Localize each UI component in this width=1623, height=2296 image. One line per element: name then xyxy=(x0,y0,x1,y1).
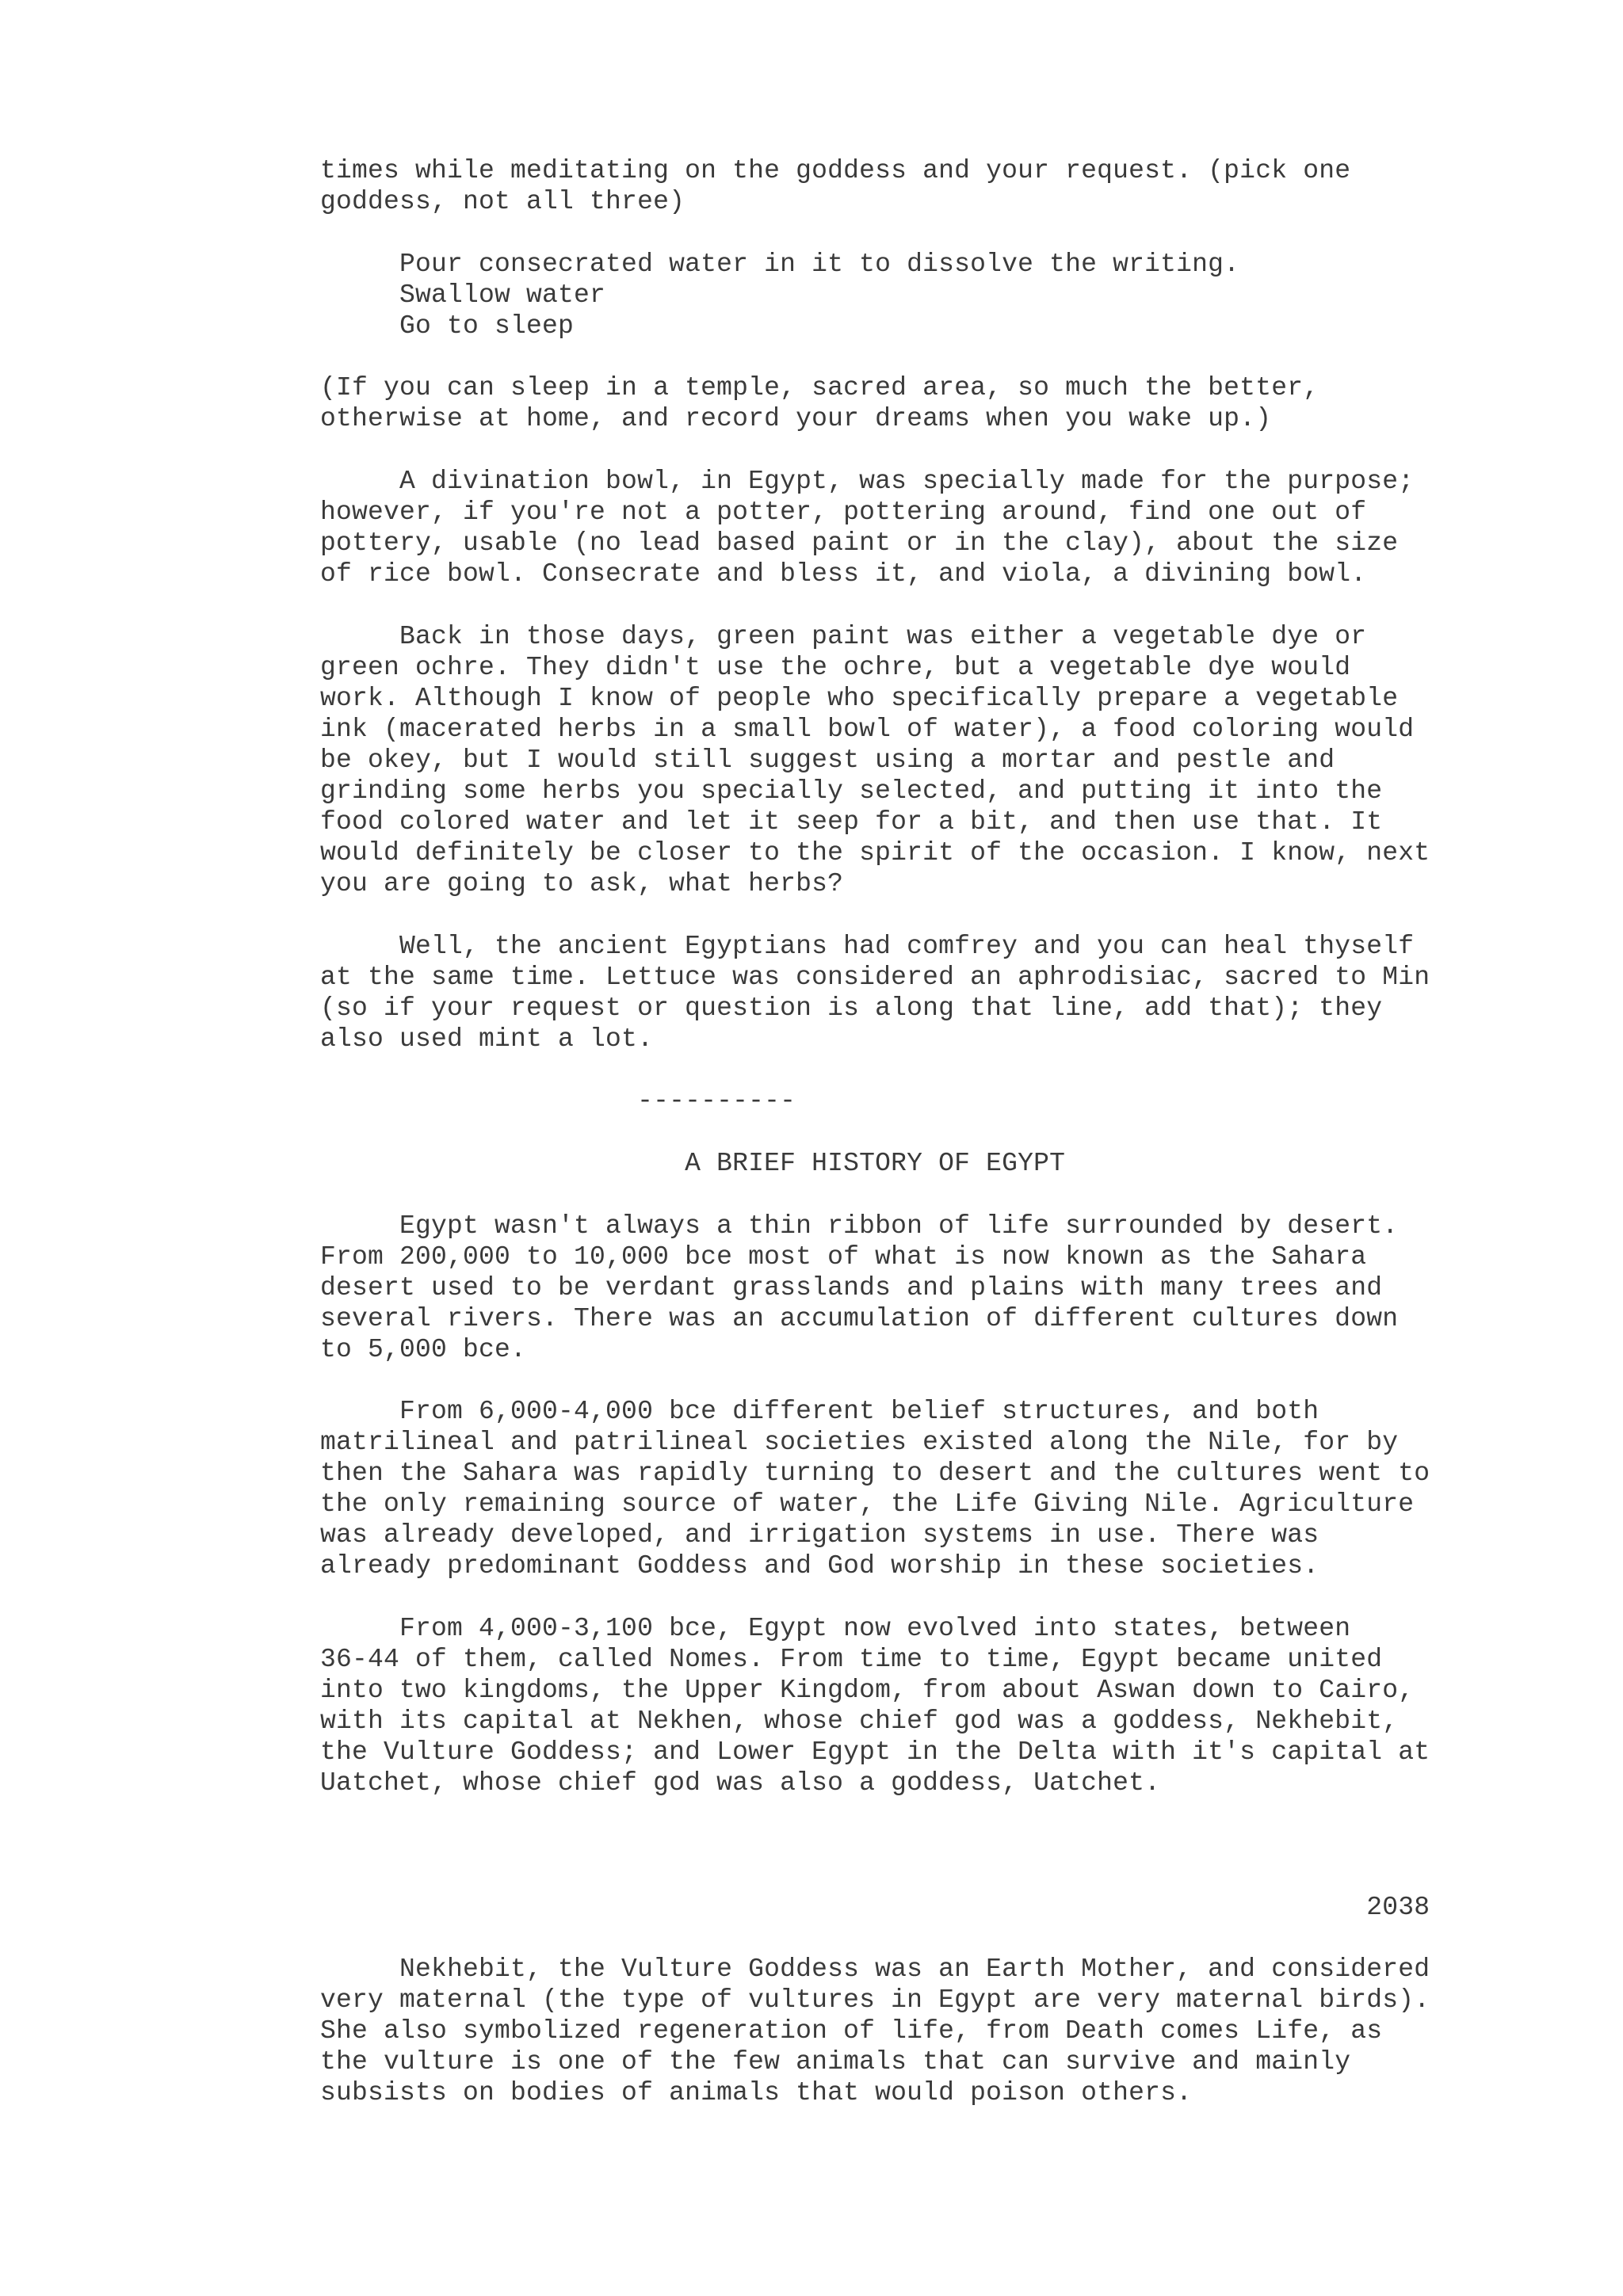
text-line: From 6,000-4,000 bce different belief structures, and both xyxy=(320,1397,1319,1426)
text-line: grinding some herbs you specially selected, and putting it into the xyxy=(320,776,1383,806)
text-line: (If you can sleep in a temple, sacred area, so much the better, xyxy=(320,373,1319,402)
text-line: goddess, not all three) xyxy=(320,187,685,216)
text-line: From 4,000-3,100 bce, Egypt now evolved into states, between xyxy=(320,1614,1351,1643)
text-line: green ochre. They didn't use the ochre, but a vegetable dye would xyxy=(320,653,1351,682)
text-line: several rivers. There was an accumulation of different cultures down xyxy=(320,1304,1399,1333)
text-line: to 5,000 bce. xyxy=(320,1335,527,1364)
text-line: subsists on bodies of animals that would poison others. xyxy=(320,2078,1193,2107)
text-line: into two kingdoms, the Upper Kingdom, from about Aswan down to Cairo, xyxy=(320,1676,1415,1705)
text-line: matrilineal and patrilineal societies existed along the Nile, for by xyxy=(320,1428,1399,1457)
text-line: the vulture is one of the few animals that can survive and mainly xyxy=(320,2047,1351,2077)
text-line: also used mint a lot. xyxy=(320,1024,654,1054)
text-line: at the same time. Lettuce was considered an aphrodisiac, sacred to Min xyxy=(320,963,1430,992)
text-line: ink (macerated herbs in a small bowl of water), a food coloring would xyxy=(320,715,1415,744)
text-line: A divination bowl, in Egypt, was specially made for the purpose; xyxy=(320,467,1415,496)
text-line: Egypt wasn't always a thin ribbon of life surrounded by desert. xyxy=(320,1211,1399,1241)
text-line: already predominant Goddess and God worship in these societies. xyxy=(320,1551,1319,1581)
text-line: Well, the ancient Egyptians had comfrey and you can heal thyself xyxy=(320,932,1415,961)
text-line: times while meditating on the goddess and your request. (pick one xyxy=(320,156,1351,185)
text-line: of rice bowl. Consecrate and bless it, and viola, a divining bowl. xyxy=(320,559,1367,589)
text-line: then the Sahara was rapidly turning to desert and the cultures went to xyxy=(320,1459,1430,1488)
text-line: with its capital at Nekhen, whose chief god was a goddess, Nekhebit, xyxy=(320,1707,1399,1736)
text-line: you are going to ask, what herbs? xyxy=(320,869,844,898)
text-line: 36-44 of them, called Nomes. From time to time, Egypt became united xyxy=(320,1645,1383,1674)
text-line: From 200,000 to 10,000 bce most of what is now known as the Sahara xyxy=(320,1242,1367,1272)
text-line: Back in those days, green paint was either a vegetable dye or xyxy=(320,622,1367,651)
text-line: Go to sleep xyxy=(320,311,575,341)
text-line: Nekhebit, the Vulture Goddess was an Earth Mother, and considered xyxy=(320,1955,1430,1984)
text-line: food colored water and let it seep for a bit, and then use that. It xyxy=(320,807,1383,837)
text-line: work. Although I know of people who specifically prepare a vegetable xyxy=(320,684,1399,713)
text-line: however, if you're not a potter, pottering around, find one out of xyxy=(320,498,1367,527)
text-line: She also symbolized regeneration of life, from Death comes Life, as xyxy=(320,2016,1383,2046)
section-heading: A BRIEF HISTORY OF EGYPT xyxy=(320,1149,1066,1178)
text-line: Pour consecrated water in it to dissolve the writing. xyxy=(320,250,1240,279)
text-line: desert used to be verdant grasslands and plains with many trees and xyxy=(320,1273,1383,1302)
text-line: pottery, usable (no lead based paint or in the clay), about the size xyxy=(320,528,1399,558)
text-line: the Vulture Goddess; and Lower Egypt in the Delta with it's capital at xyxy=(320,1737,1430,1767)
text-line: very maternal (the type of vultures in Egypt are very maternal birds). xyxy=(320,1985,1430,2015)
text-line: Uatchet, whose chief god was also a goddess, Uatchet. xyxy=(320,1768,1161,1798)
text-line: would definitely be closer to the spirit of the occasion. I know, next xyxy=(320,838,1430,868)
text-line: the only remaining source of water, the Life Giving Nile. Agriculture xyxy=(320,1489,1415,1519)
text-line: be okey, but I would still suggest using a mortar and pestle and xyxy=(320,746,1335,775)
page-number: 2038 xyxy=(320,1893,1430,1922)
text-line: (so if your request or question is along that line, add that); they xyxy=(320,994,1383,1023)
text-line: Swallow water xyxy=(320,280,606,310)
text-line: was already developed, and irrigation systems in use. There was xyxy=(320,1520,1319,1550)
section-separator: ---------- xyxy=(320,1086,796,1116)
text-line: otherwise at home, and record your dreams when you wake up.) xyxy=(320,404,1272,433)
